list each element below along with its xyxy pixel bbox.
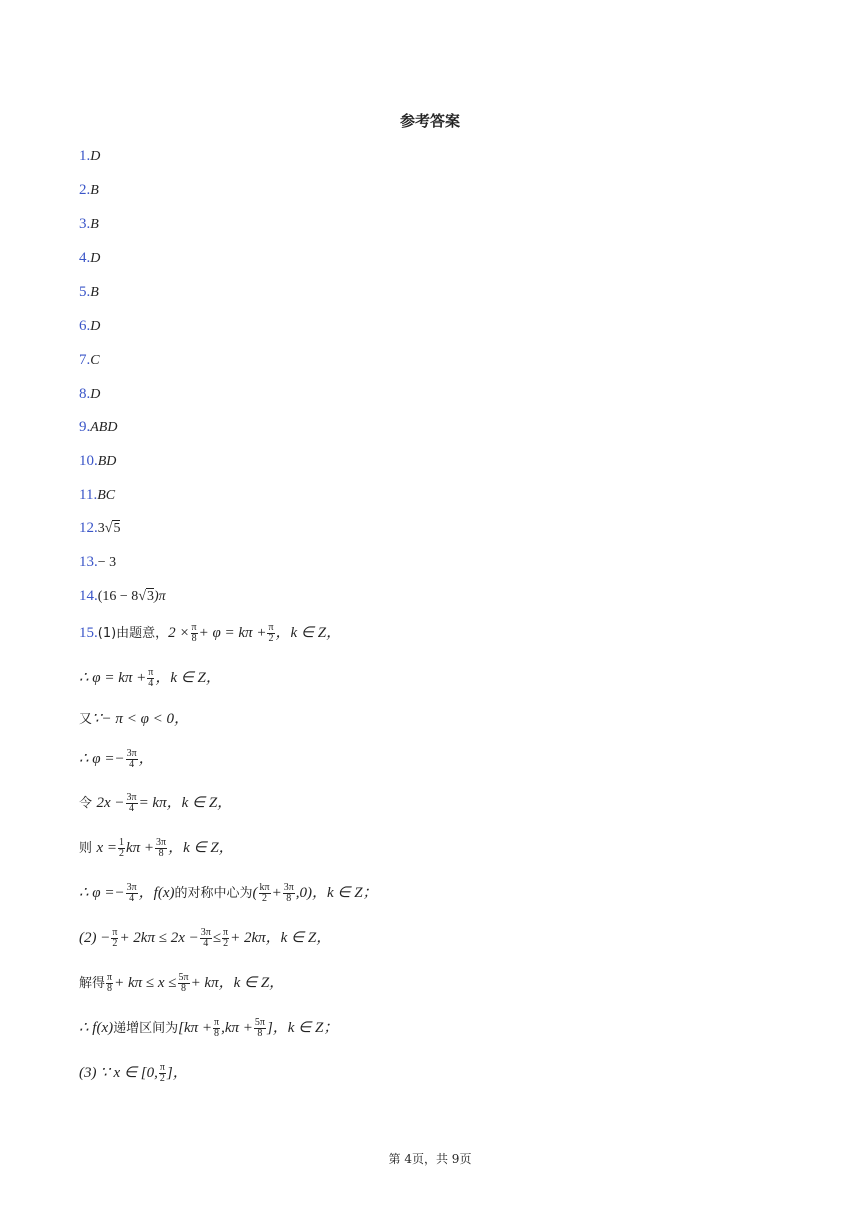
- math-expr: ，: [138, 751, 154, 767]
- math-expr: + 2kπ ≤ 2x −: [119, 930, 199, 946]
- solution-text: 递增区间为: [113, 1021, 179, 1036]
- fraction: $\frac{k\pi}{2}$: [259, 881, 270, 904]
- answer-number: 4.: [79, 250, 91, 266]
- answer-value: (16 − 8: [97, 589, 139, 604]
- solution-line: [79, 837, 234, 860]
- math-expr: ]，: [166, 1065, 188, 1081]
- fraction: $\frac{\pi}{8}$: [107, 971, 113, 994]
- fraction: $\frac{5\pi}{8}$: [178, 971, 189, 994]
- fraction: $\frac{3\pi}{8}$: [156, 836, 167, 859]
- answer-row: [79, 282, 99, 303]
- solution-line: [79, 882, 378, 905]
- answer-number: 6.: [79, 318, 91, 334]
- solution-line: [79, 1062, 188, 1084]
- answer-value-tail: )π: [154, 589, 166, 604]
- solution-line: [79, 748, 154, 770]
- math-expr: x =: [96, 840, 117, 856]
- solution-text: 又: [79, 712, 93, 727]
- math-expr: kπ +: [126, 840, 155, 856]
- fraction: $\frac{3\pi}{4}$: [200, 926, 211, 949]
- math-expr: ，k ∈ Z，: [275, 625, 342, 641]
- answer-number: 1.: [79, 148, 91, 164]
- solution-line: [79, 667, 221, 689]
- answer-row: [79, 518, 120, 539]
- answer-number: 10.: [79, 453, 98, 469]
- answer-row: [79, 350, 100, 371]
- math-expr: + kπ ≤ x ≤: [114, 975, 177, 991]
- radicand: 3: [147, 589, 154, 604]
- math-expr: ，k ∈ Z，: [155, 670, 221, 686]
- solution-text: (1)由题意，: [97, 626, 169, 641]
- fraction: $\frac{3\pi}{8}$: [283, 881, 294, 904]
- solution-line: [79, 927, 331, 949]
- answer-number: 8.: [79, 386, 91, 402]
- solution-line: [79, 1017, 338, 1040]
- fraction: $\frac{3\pi}{4}$: [126, 747, 137, 770]
- answer-row: [79, 586, 166, 607]
- answer-value: B: [90, 183, 99, 198]
- answer-value: D: [90, 387, 101, 402]
- math-expr: ∴ φ =−: [79, 751, 125, 767]
- answer-value: BC: [97, 488, 116, 503]
- fraction: $\frac{3\pi}{4}$: [126, 791, 137, 814]
- fraction: $\frac{\pi}{8}$: [214, 1016, 220, 1039]
- math-expr: (2) −: [79, 930, 111, 946]
- answer-row: [79, 180, 99, 201]
- fraction: $\frac{\pi}{2}$: [268, 621, 274, 644]
- math-expr: + φ = kπ +: [198, 625, 267, 641]
- solution-line: [79, 708, 189, 731]
- math-expr: + 2kπ，k ∈ Z，: [230, 930, 332, 946]
- answer-value: B: [90, 285, 99, 300]
- answer-row: [79, 552, 116, 573]
- answer-value: − 3: [97, 555, 117, 570]
- solution-text: 则: [79, 841, 93, 856]
- answer-number: 5.: [79, 284, 91, 300]
- math-expr: ∴ f(x): [79, 1020, 114, 1036]
- math-expr: 2 ×: [168, 625, 190, 641]
- fraction: $\frac{\pi}{2}$: [223, 926, 229, 949]
- answer-value: B: [90, 217, 99, 232]
- answer-row: [79, 248, 100, 269]
- fraction: $\frac{\pi}{2}$: [112, 926, 118, 949]
- answer-value: D: [90, 149, 101, 164]
- answer-row: [79, 146, 100, 167]
- fraction: $\frac{\pi}{8}$: [191, 621, 197, 644]
- math-expr: ，f(x): [138, 885, 175, 901]
- math-expr: ]，k ∈ Z；: [266, 1020, 339, 1036]
- answer-value: D: [90, 319, 101, 334]
- math-expr: ，k ∈ Z，: [168, 840, 234, 856]
- answer-number: 11.: [79, 487, 98, 503]
- answer-row: [79, 384, 100, 405]
- answer-number: 7.: [79, 352, 91, 368]
- fraction: $\frac{\pi}{4}$: [148, 666, 154, 689]
- math-expr: (: [252, 885, 258, 901]
- answer-row: [79, 451, 116, 472]
- math-expr: +: [271, 885, 282, 901]
- answer-number: 14.: [79, 588, 98, 604]
- page-title: 参考答案: [399, 112, 460, 130]
- solution-text: 令: [79, 796, 93, 811]
- answer-number: 2.: [79, 182, 91, 198]
- sqrt-sign: √: [138, 589, 146, 604]
- math-expr: ,0)，k ∈ Z；: [295, 885, 378, 901]
- answer-value: C: [90, 353, 100, 368]
- page-footer: 第 4页，共 9页: [388, 1152, 472, 1166]
- math-expr: = kπ，k ∈ Z，: [138, 795, 233, 811]
- math-expr: ∵− π < φ < 0，: [92, 711, 189, 727]
- math-expr: ,kπ +: [221, 1020, 253, 1036]
- solution-text: 解得: [79, 976, 106, 991]
- answer-row: [79, 316, 100, 337]
- fraction: $\frac{3\pi}{4}$: [126, 881, 137, 904]
- fraction: $\frac{1}{2}$: [119, 836, 124, 859]
- math-expr: [kπ +: [178, 1020, 213, 1036]
- answer-row: [79, 485, 115, 506]
- radicand: 5: [113, 521, 121, 536]
- math-expr: + kπ，k ∈ Z，: [190, 975, 285, 991]
- answer-value: D: [90, 251, 101, 266]
- solution-line: [79, 972, 284, 995]
- solution-line: [79, 792, 232, 815]
- answer-value: BD: [97, 454, 117, 469]
- sqrt-sign: √: [104, 521, 113, 536]
- answer-number: 13.: [79, 554, 98, 570]
- answer-value: ABD: [90, 420, 118, 435]
- math-expr: ∴ φ =−: [79, 885, 125, 901]
- fraction: $\frac{\pi}{2}$: [159, 1061, 165, 1084]
- answer-number: 15.: [79, 625, 98, 641]
- answer-number: 3.: [79, 216, 91, 232]
- answer-number: 12.: [79, 520, 98, 536]
- math-expr: ∴ φ = kπ +: [79, 670, 147, 686]
- solution-line: [79, 622, 341, 645]
- math-expr: (3) ∵ x ∈ [0,: [79, 1065, 158, 1081]
- fraction: $\frac{5\pi}{8}$: [254, 1016, 265, 1039]
- math-expr: ≤: [212, 930, 222, 946]
- answer-number: 9.: [79, 419, 91, 435]
- math-expr: 2x −: [96, 795, 125, 811]
- answer-row: [79, 417, 117, 438]
- answer-value: 3: [97, 521, 105, 536]
- solution-text: 的对称中心为: [174, 886, 253, 901]
- answer-row: [79, 214, 99, 235]
